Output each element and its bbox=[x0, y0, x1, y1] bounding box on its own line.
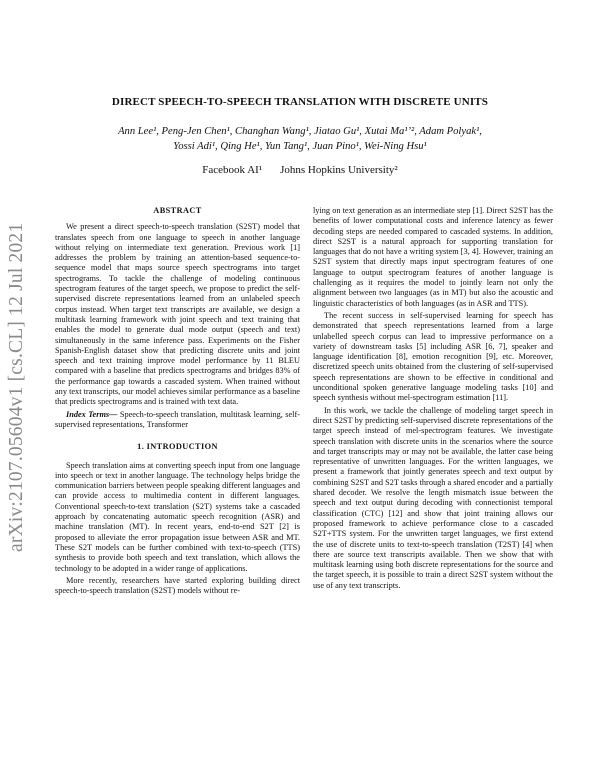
intro-paragraph-1: Speech translation aims at converting speech input from one language into speech or text in another language. The technology helps bridge the communication barriers between people speaking different languages and can provide access to multimedia content in different languages. Conventional speech-to-text translation (S2T) systems take a cascaded approach by concatenating automatic speech recognition (ASR) and machine translation (MT). In recent years, end-to-end S2T [2] is proposed to alleviate the error propagation issue between ASR and MT. These S2T models can be further combined with text-to-speech (TTS) synthesis to provide both speech and text translation, which allows the technology to be adopted in a wider range of applications. bbox=[55, 460, 300, 573]
abstract-heading: ABSTRACT bbox=[153, 206, 202, 215]
arxiv-identifier: arXiv:2107.05604v1 [cs.CL] 12 Jul 2021 bbox=[6, 222, 27, 552]
intro-paragraph-2: More recently, researchers have started exploring building direct speech-to-speech translation (S2ST) models without re- bbox=[55, 575, 300, 596]
author-line-1: Ann Lee¹, Peng-Jen Chen¹, Changhan Wang¹, Jiatao Gu¹, Xutai Ma¹ʼ², Adam Polyak¹, bbox=[118, 126, 482, 137]
abstract-text: We present a direct speech-to-speech translation (S2ST) model that translates speech from one language to speech in another language without relying on intermediate text generation. Previous work [1] addresses the problem by training an attention-based sequence-to-sequence model that maps source speech spectrograms into target spectrograms. To tackle the challenge of modeling continuous spectrogram features of the target speech, we propose to predict the self-supervised discrete representations learned from an unlabeled speech corpus instead. When target text transcripts are available, we design a multitask learning framework with joint speech and text training that enables the model to generate dual mode output (speech and text) simultaneously in the same inference pass. Experiments on the Fisher Spanish-English dataset show that predicting discrete units and joint speech and text training improve model performance by 11 BLEU compared with a baseline that predicts spectrograms and bridges 83% of the performance gap towards a cascaded system. When trained without any text transcripts, our model achieves similar performance as a baseline that predicts spectrograms and is trained with text data. bbox=[55, 222, 300, 407]
right-paragraph-1: lying on text generation as an intermediate step [1]. Direct S2ST has the benefits of lower computational costs and inference latency as fewer decoding steps are needed compared to cascaded systems. In addition, direct S2ST is a natural approach for supporting translation for languages that do not have a writing system [3, 4]. However, training an S2ST system that directly maps input spectrogram features of one language to output spectrogram features of another language is challenging as it requires the model to jointly learn not only the alignment between two languages (as in MT) but also the acoustic and linguistic characteristics of both languages (as in ASR and TTS). bbox=[313, 206, 553, 308]
affiliation-facebook: Facebook AI¹ bbox=[202, 164, 263, 176]
index-terms-label: Index Terms— bbox=[66, 409, 118, 419]
right-paragraph-3: In this work, we tackle the challenge of modeling target speech in direct S2ST by predicting self-supervised discrete representations of the target speech instead of mel-spectrogram features. We investigate speech translation with discrete units in the scenarios where the source and target transcripts may or may not be available, the latter case being representative of unwritten languages. For the written languages, we present a framework that jointly generates speech and text output by combining S2ST and S2T tasks through a shared encoder and a partially shared decoder. We resolve the length mismatch issue between the speech and text output during decoding with connectionist temporal classification (CTC) [12] and show that joint training allows our proposed framework to achieve performance close to a cascaded S2T+TTS system. For the unwritten target languages, we first extend the use of discrete units to text-to-speech translation (T2ST) [4] when there are source text transcripts available. Then we show that with multitask learning using both discrete representations for the source and the target speech, it is possible to train a direct S2ST system without the use of any text transcripts. bbox=[313, 405, 553, 590]
affiliations bbox=[70, 164, 530, 176]
index-terms bbox=[55, 410, 300, 431]
paper-title: DIRECT SPEECH-TO-SPEECH TRANSLATION WITH DISCRETE UNITS bbox=[111, 96, 489, 108]
affiliation-jhu: Johns Hopkins University² bbox=[280, 164, 398, 176]
intro-heading: 1. INTRODUCTION bbox=[137, 442, 218, 452]
right-paragraph-2: The recent success in self-supervised learning for speech has demonstrated that speech representations learned from a large unlabelled speech corpus can lead to impressive performance on a variety of downstream tasks [5] including ASR [6, 7], speaker and language identification [8], emotion recognition [9], etc. Moreover, discretized speech units obtained from the clustering of self-supervised speech representations are shown to be effective in conditional and unconditional spoken generative language modeling tasks [10] and speech synthesis without mel-spectrogram estimation [11]. bbox=[313, 310, 553, 403]
author-list bbox=[70, 124, 530, 154]
left-column bbox=[55, 206, 300, 596]
right-column bbox=[313, 206, 553, 591]
index-terms-text: Speech-to-speech translation, multitask learning, self-supervised representations, Transformer bbox=[55, 409, 301, 429]
author-line-2: Yossi Adi¹, Qing He¹, Yun Tang¹, Juan Pino¹, Wei-Ning Hsu¹ bbox=[173, 141, 427, 152]
